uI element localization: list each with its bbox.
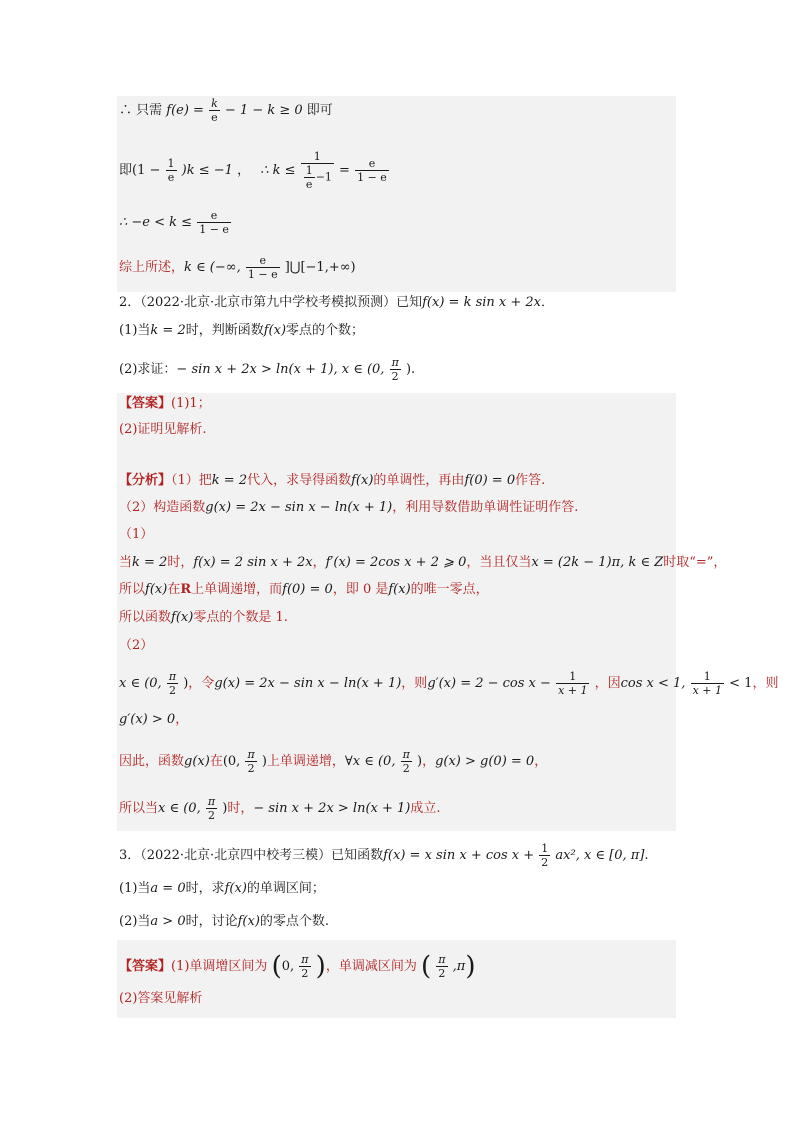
analysis-tag: 【分析】 xyxy=(119,473,172,488)
solution-2-part-2-label: （2） xyxy=(119,638,154,653)
answer-3-part-1: 【答案】(1)单调增区间为 (0, $\frac{\pi}{2}$ )，单调减区间为 ( $\frac{\pi}{2}$ ,π) xyxy=(119,951,476,982)
question-3-heading: 3．（2022·北京·北京四中校考三模）已知函数f(x) = x sin x + cos x + $\frac{1}{2}$ ax², x ∈ [0, π]. xyxy=(119,842,649,869)
question-2-part-1: (1)当k = 2时，判断函数f(x)零点的个数； xyxy=(119,323,365,338)
answer-2: 【答案】(1)1； xyxy=(119,396,211,411)
question-3-part-1: (1)当a = 0时，求f(x)的单调区间； xyxy=(119,881,325,896)
fraction: $\frac{1}{e}$ xyxy=(167,157,175,184)
question-2-part-2: (2)求证：− sin x + 2x > ln(x + 1), x ∈ (0, $\frac{\pi}{2}$ ). xyxy=(119,356,416,383)
solution-2-part-2-line-4: 所以当x ∈ (0, $\frac{\pi}{2}$ )时，− sin x + 2x > ln(x + 1)成立. xyxy=(119,795,441,822)
answer-3-part-2: (2)答案见解析 xyxy=(119,991,203,1006)
fraction: $\frac{1}{x + 1}$ xyxy=(558,670,588,697)
fraction: $\frac{1}{2}$ xyxy=(541,842,549,869)
solution-2-part-1-line-1: 当k = 2时，f(x) = 2 sin x + 2x，f′(x) = 2cos x + 2 ⩾ 0，当且仅当x = (2k − 1)π, k ∈ Z时取“=”， xyxy=(119,555,727,570)
fraction: $\frac{e}{1 - e}$ xyxy=(357,157,387,184)
fraction: $\frac{\pi}{2}$ xyxy=(168,670,177,697)
analysis-2-line-1: 【分析】（1）把k = 2代入，求导得函数f(x)的单调性，再由f(0) = 0作答. xyxy=(119,473,546,488)
fraction: $\frac{\pi}{2}$ xyxy=(301,953,309,980)
solution-line-1: ∴ 只需 f(e) = $\frac{k}{e}$ − 1 − k ≥ 0 即可 xyxy=(119,97,333,124)
question-2-heading: 2．（2022·北京·北京市第九中学校考模拟预测）已知f(x) = k sin x + 2x． xyxy=(119,295,555,310)
solution-2-part-2-line-1: x ∈ (0, $\frac{\pi}{2}$ )，令g(x) = 2x − sin x − ln(x + 1)，则g′(x) = 2 − cos x − $\frac{1}{x + 1}$ ，因cos x < 1, $\frac{1}{x + 1}$ < 1，则 xyxy=(119,670,779,697)
solution-2-part-2-line-3: 因此，函数g(x)在(0, $\frac{\pi}{2}$ )上单调递增，∀x ∈ (0, $\frac{\pi}{2}$ )，g(x) > g(0) = 0， xyxy=(119,748,548,775)
fraction: $\frac{\pi}{2}$ xyxy=(391,356,399,383)
solution-2-part-1-label: （1） xyxy=(119,527,154,542)
answer-tag: 【答案】 xyxy=(119,959,172,974)
solution-2-part-2-line-2: g′(x) > 0， xyxy=(119,712,189,727)
solution-2-part-1-line-2: 所以f(x)在R上单调递增，而f(0) = 0，即 0 是f(x)的唯一零点， xyxy=(119,582,489,597)
fraction: $\frac{e}{1 - e}$ xyxy=(199,209,229,236)
fraction: $\frac{\pi}{2}$ xyxy=(247,748,255,775)
solution-line-3: ∴ −e < k ≤ $\frac{e}{1 - e}$ xyxy=(119,209,229,236)
answer-2-part-2: (2)证明见解析. xyxy=(119,422,207,437)
analysis-2-line-2: （2）构造函数g(x) = 2x − sin x − ln(x + 1)，利用导数借助单调性证明作答. xyxy=(119,500,579,515)
solution-conclusion: 综上所述，k ∈ (−∞, $\frac{e}{1 - e}$ ]⋃[−1,+∞) xyxy=(119,254,356,281)
fraction: $\frac{\pi}{2}$ xyxy=(207,795,216,822)
solution-2-part-1-line-3: 所以函数f(x)零点的个数是 1. xyxy=(119,610,288,625)
question-3-part-2: (2)当a > 0时，讨论f(x)的零点个数. xyxy=(119,914,330,929)
fraction: $\frac{\pi}{2}$ xyxy=(402,748,410,775)
fraction: $\frac{1}{x + 1}$ xyxy=(692,670,723,697)
compound-fraction: 1 $\frac{1}{e}$ −1 xyxy=(301,150,334,191)
fraction: $\frac{k}{e}$ xyxy=(211,97,218,124)
fraction: $\frac{\pi}{2}$ xyxy=(438,953,446,980)
solution-line-2: 即(1 − $\frac{1}{e}$ )k ≤ −1 ， ∴ k ≤ 1 $\frac{1}{e}$ −1 = $\frac{e}{1 - e}$ xyxy=(119,150,387,191)
answer-tag: 【答案】 xyxy=(119,396,172,411)
fraction: $\frac{e}{1 - e}$ xyxy=(247,254,278,281)
